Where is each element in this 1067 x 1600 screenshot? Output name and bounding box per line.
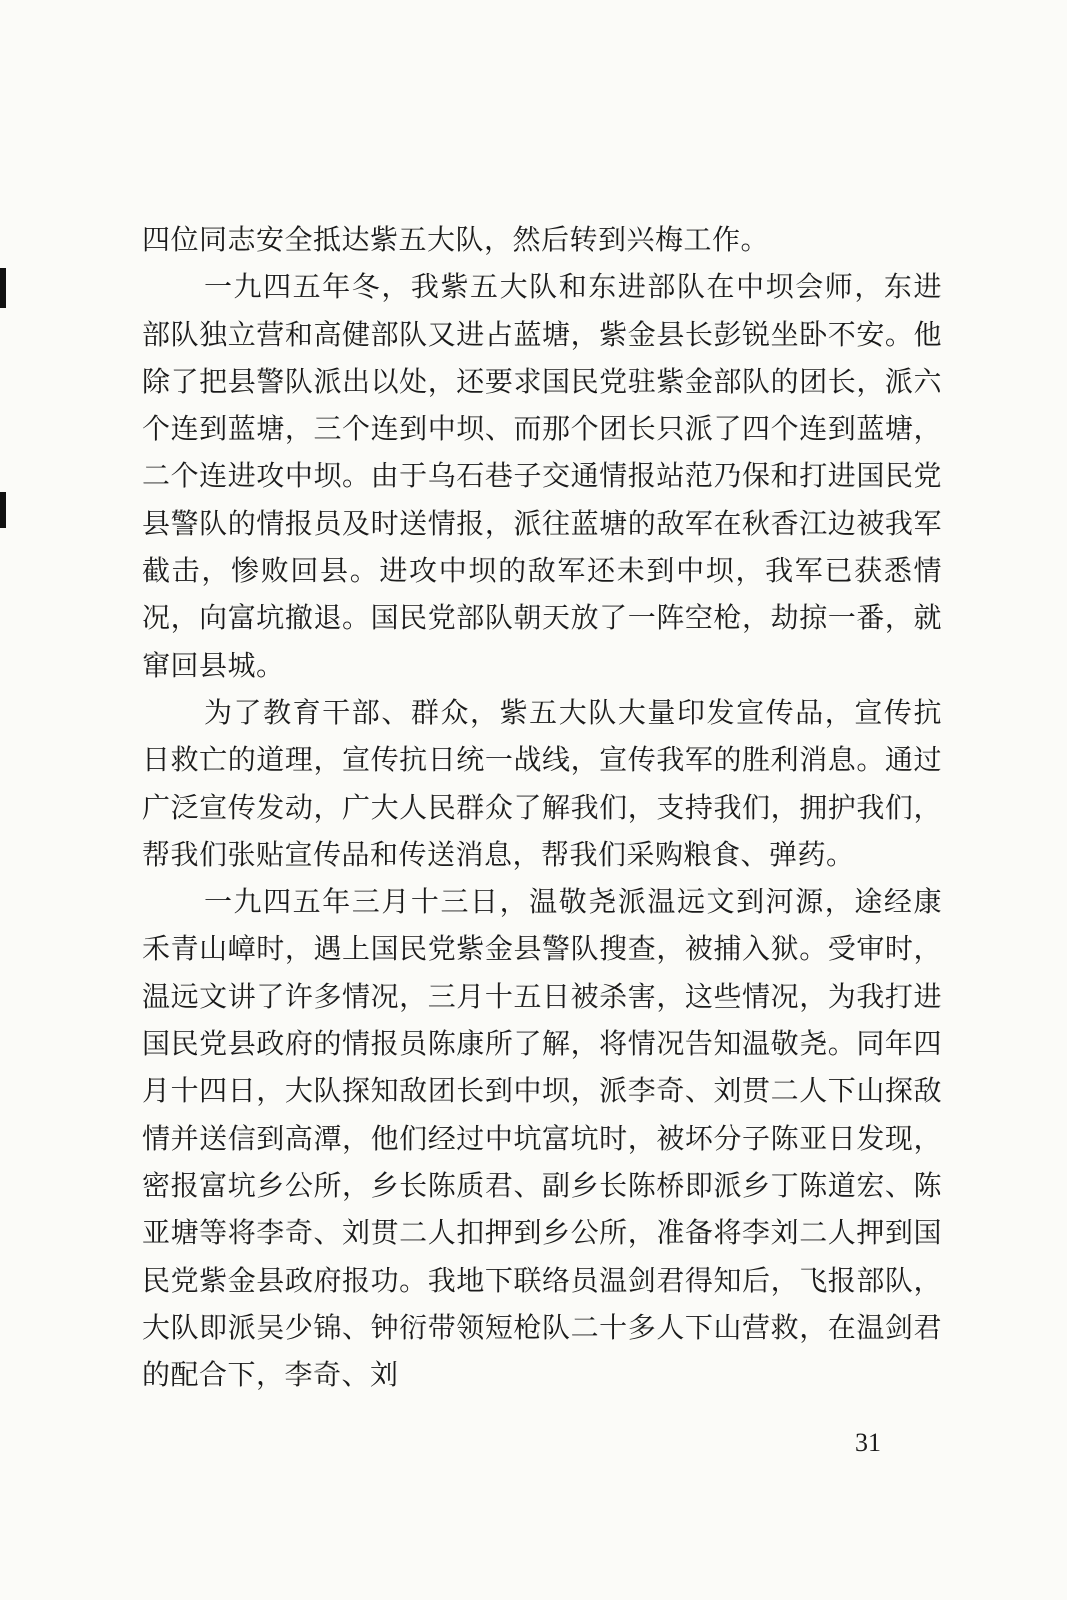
- scan-edge-mark: [0, 492, 6, 528]
- body-text: [142, 216, 942, 1398]
- paragraph: 为了教育干部、群众，紫五大队大量印发宣传品，宣传抗日救亡的道理，宣传抗日统一战线，宣传我军的胜利消息。通过广泛宣传发动，广大人民群众了解我们，支持我们，拥护我们，帮我们张贴宣传品和传送消息，帮我们采购粮食、弹药。: [142, 695, 942, 871]
- paragraph-continued: 四位同志安全抵达紫五大队，然后转到兴梅工作。: [142, 223, 770, 256]
- scan-edge-mark: [0, 268, 6, 308]
- paragraph: 一九四五年冬，我紫五大队和东进部队在中坝会师，东进部队独立营和高健部队又进占蓝塘，紫金县长彭锐坐卧不安。他除了把县警队派出以处，还要求国民党驻紫金部队的团长，派六个连到蓝塘，三个连到中坝、而那个团长只派了四个连到蓝塘，二个连进攻中坝。由于乌石巷子交通情报站范乃保和打进国民党县警队的情报员及时送情报，派往蓝塘的敌军在秋香江边被我军截击，惨败回县。进攻中坝的敌军还未到中坝，我军已获悉情况，向富坑撤退。国民党部队朝天放了一阵空枪，劫掠一番，就窜回县城。: [142, 270, 942, 682]
- paragraph: 一九四五年三月十三日，温敬尧派温远文到河源，途经康禾青山嶂时，遇上国民党紫金县警队搜查，被捕入狱。受审时，温远文讲了许多情况，三月十五日被杀害，这些情况，为我打进国民党县政府的情报员陈康所了解，将情况告知温敬尧。同年四月十四日，大队探知敌团长到中坝，派李奇、刘贯二人下山探敌情并送信到高潭，他们经过中坑富坑时，被坏分子陈亚日发现，密报富坑乡公所，乡长陈质君、副乡长陈桥即派乡丁陈道宏、陈亚塘等将李奇、刘贯二人扣押到乡公所，准备将李刘二人押到国民党紫金县政府报功。我地下联络员温剑君得知后，飞报部队，大队即派吴少锦、钟衍带领短枪队二十多人下山营救，在温剑君的配合下，李奇、刘: [142, 885, 942, 1392]
- page-number: 31: [855, 1428, 881, 1457]
